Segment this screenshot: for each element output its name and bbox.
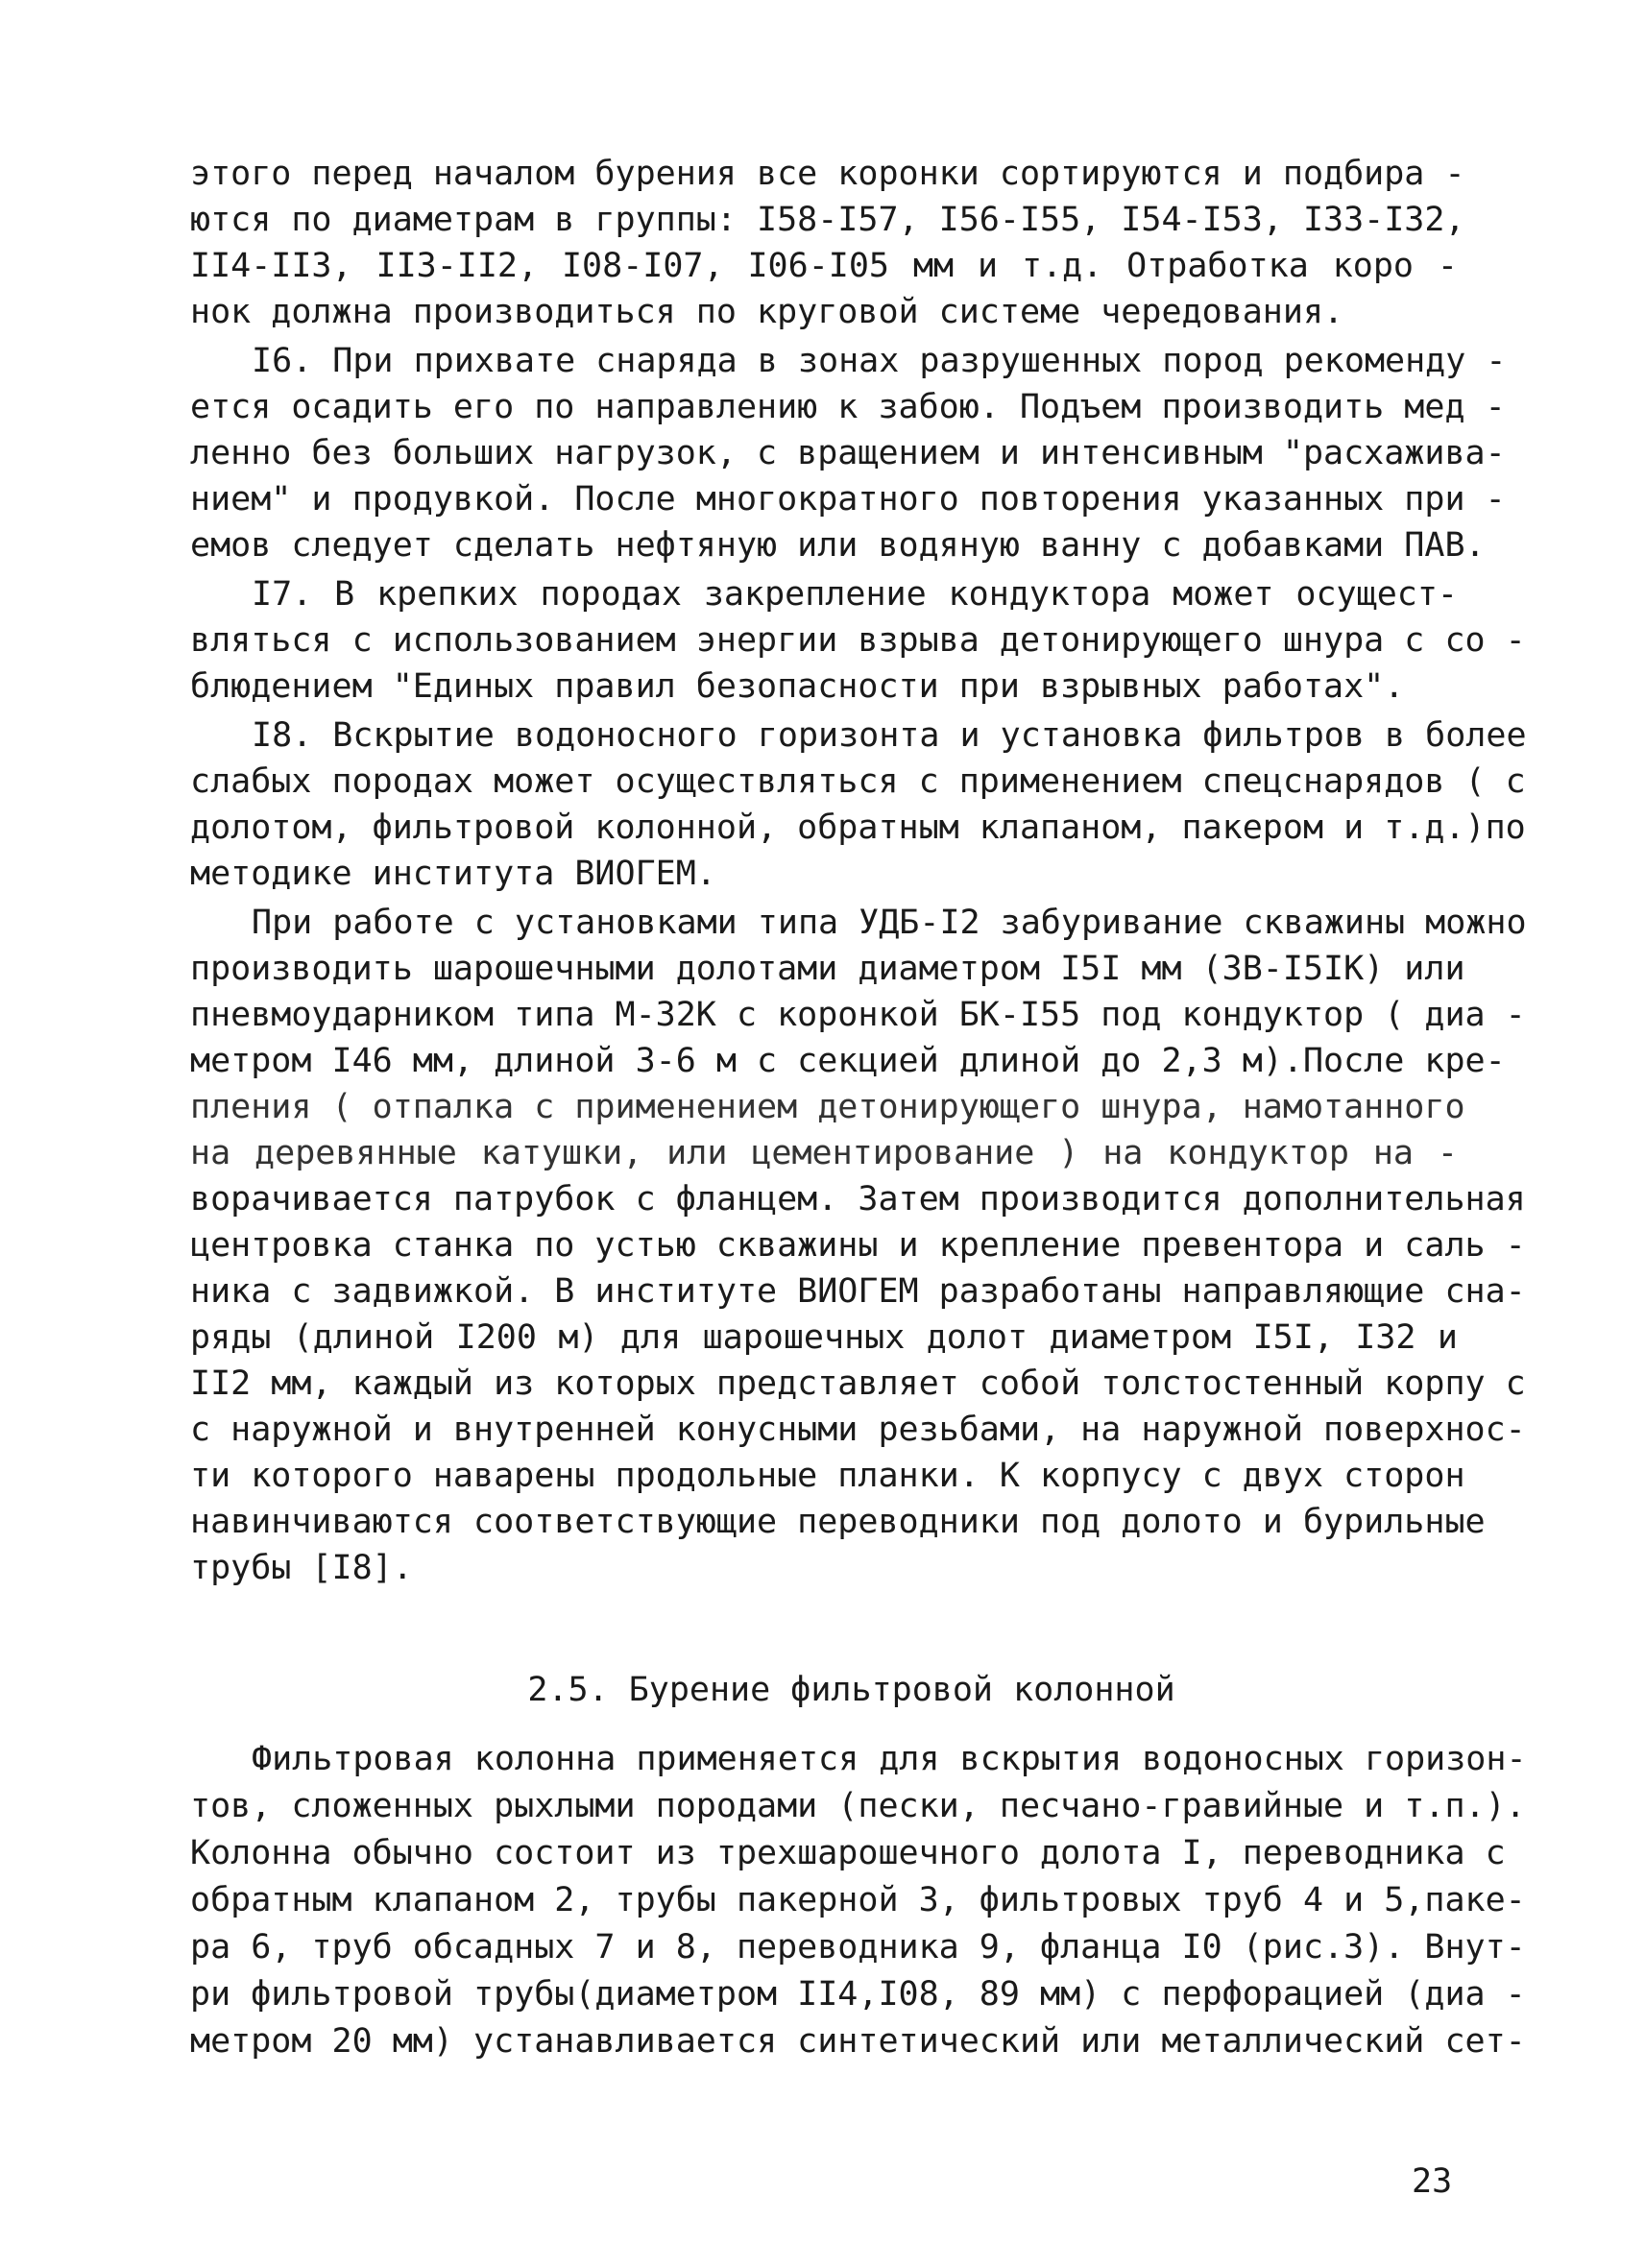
text-line: ти которого наварены продольные планки. К корпусу с двух сторон xyxy=(190,1457,1465,1495)
text-line: II4-II3, II3-II2, I08-I07, I06-I05 мм и т.д. Отработка коро - xyxy=(190,247,1458,285)
text-line: ра 6, труб обсадных 7 и 8, переводника 9, фланца I0 (рис.3). Внут- xyxy=(190,1928,1526,1966)
text-line: методике института ВИОГЕМ. xyxy=(190,855,716,893)
text-line: ника с задвижкой. В институте ВИОГЕМ разработаны направляющие сна- xyxy=(190,1272,1526,1311)
text-line: этого перед началом бурения все коронки сортируются и подбира - xyxy=(190,155,1465,193)
text-line: нок должна производиться по круговой системе чередования. xyxy=(190,293,1344,331)
text-line: метром 20 мм) устанавливается синтетический или металлический сет- xyxy=(190,2022,1526,2061)
page-number: 23 xyxy=(1412,2162,1453,2201)
text-line: При работе с установками типа УДБ-I2 забуривание скважины можно xyxy=(252,904,1527,942)
text-line: центровка станка по устью скважины и крепление превентора и саль - xyxy=(190,1226,1526,1265)
text-line: I7. В крепких породах закрепление кондуктора может осущест- xyxy=(252,575,1458,614)
text-line: Колонна обычно состоит из трехшарошечного долота I, переводника с xyxy=(190,1834,1506,1872)
text-line: ворачивается патрубок с фланцем. Затем производится дополнительная xyxy=(190,1180,1526,1218)
text-line: I6. При прихвате снаряда в зонах разрушенных пород рекоменду - xyxy=(252,342,1507,380)
text-line: ются по диаметрам в группы: I58-I57, I56-I55, I54-I53, I33-I32, xyxy=(190,201,1465,239)
text-line: пления ( отпалка с применением детонирующего шнура, намотанного xyxy=(190,1088,1465,1126)
text-line: емов следует сделать нефтяную или водяную ванну с добавками ПАВ. xyxy=(190,526,1486,565)
text-line: блюдением "Единых правил безопасности при взрывных работах". xyxy=(190,667,1405,706)
text-line: тов, сложенных рыхлыми породами (пески, песчано-гравийные и т.п.). xyxy=(190,1787,1526,1825)
text-line: пневмоударником типа М-32К с коронкой БК-I55 под кондуктор ( диа - xyxy=(190,996,1526,1034)
text-line: вляться с использованием энергии взрыва детонирующего шнура с со - xyxy=(190,621,1526,660)
text-line: обратным клапаном 2, трубы пакерной 3, фильтровых труб 4 и 5,паке- xyxy=(190,1881,1526,1919)
text-line: I8. Вскрытие водоносного горизонта и установка фильтров в более xyxy=(252,716,1527,755)
text-line: на деревянные катушки, или цементирование ) на кондуктор на - xyxy=(190,1134,1458,1172)
text-line: ряды (длиной I200 м) для шарошечных долот диаметром I5I, I32 и xyxy=(190,1318,1458,1357)
text-line: с наружной и внутренней конусными резьбами, на наружной поверхнос- xyxy=(190,1411,1526,1449)
text-line: II2 мм, каждый из которых представляет собой толстостенный корпу с xyxy=(190,1364,1526,1403)
section-heading: 2.5. Бурение фильтровой колонной xyxy=(527,1671,1175,1709)
text-line: слабых породах может осуществляться с применением спецснарядов ( с xyxy=(190,762,1526,801)
text-line: метром I46 мм, длиной 3-6 м с секцией длиной до 2,3 м).После кре- xyxy=(190,1042,1506,1080)
text-line: Фильтровая колонна применяется для вскрытия водоносных горизон- xyxy=(252,1740,1527,1778)
text-line: долотом, фильтровой колонной, обратным клапаном, пакером и т.д.)по xyxy=(190,808,1526,847)
text-line: ется осадить его по направлению к забою. Подъем производить мед - xyxy=(190,388,1506,426)
text-line: навинчиваются соответствующие переводники под долото и бурильные xyxy=(190,1503,1486,1541)
text-line: производить шарошечными долотами диаметром I5I мм (3В-I5IК) или xyxy=(190,950,1465,988)
text-line: трубы [I8]. xyxy=(190,1549,413,1587)
text-line: ри фильтровой трубы(диаметром II4,I08, 89 мм) с перфорацией (диа - xyxy=(190,1975,1526,2014)
text-line: ленно без больших нагрузок, с вращением и интенсивным "расхажива- xyxy=(190,434,1506,472)
text-line: нием" и продувкой. После многократного повторения указанных при - xyxy=(190,480,1506,519)
